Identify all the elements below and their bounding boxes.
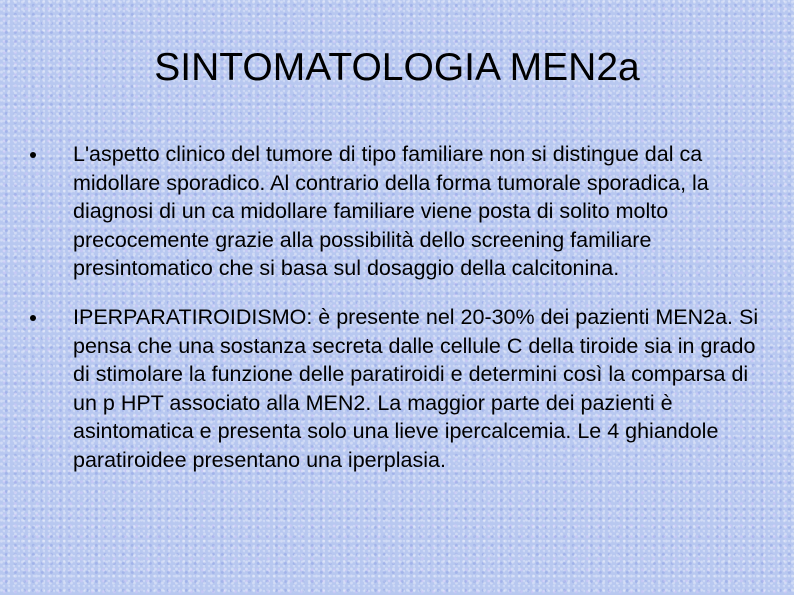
bullet-list xyxy=(30,140,760,495)
bullet-text: IPERPARATIROIDISMO: è presente nel 20-30% dei pazienti MEN2a. Si pensa che una sostanza secreta dalle cellule C della tiroide sia in grado di stimolare la funzione delle paratiroidi e determini così la comparsa di un p HPT associato alla MEN2. La maggior parte dei pazienti è asintomatica e presenta solo una lieve ipercalcemia. Le 4 ghiandole paratiroidee presentano una iperplasia. xyxy=(73,304,759,472)
bullet-dot-icon xyxy=(30,152,36,158)
bullet-text: L'aspetto clinico del tumore di tipo familiare non si distingue dal ca midollare sporadico. Al contrario della forma tumorale sporadica, la diagnosi di un ca midollare familiare viene posta di solito molto precocemente grazie alla possibilità dello screening familiare presintomatico che si basa sul dosaggio della calcitonina. xyxy=(73,142,709,281)
bullet-dot-icon xyxy=(30,315,36,321)
bullet-item-clinical-aspect xyxy=(30,140,760,283)
bullet-item-hyperparathyroidism xyxy=(30,303,760,475)
slide-title: SINTOMATOLOGIA MEN2a xyxy=(154,46,640,89)
